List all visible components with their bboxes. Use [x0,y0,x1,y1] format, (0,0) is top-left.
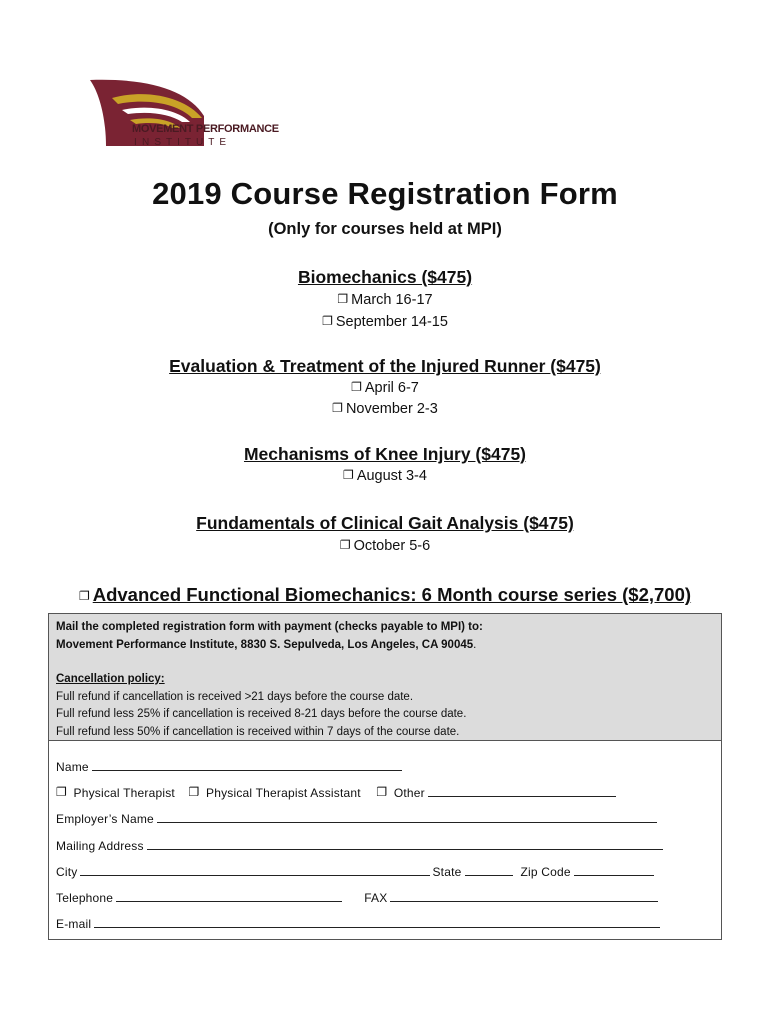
telephone-field[interactable] [116,890,342,902]
checkbox-icon[interactable]: ❐ [376,785,388,799]
course-title-injured-runner: Evaluation & Treatment of the Injured Runner ($475) [169,356,601,376]
mail-address: Movement Performance Institute, 8830 S. Sepulveda, Los Angeles, CA 90045. [56,638,477,651]
date-option[interactable]: ❐ November 2-3 [332,401,438,417]
mpi-logo [88,76,288,150]
cancellation-line: Full refund if cancellation is received >21 days before the course date. [56,690,414,703]
logo-name-text: MOVEMENT PERFORMANCE [132,123,279,135]
phone-row [56,890,658,905]
checkbox-icon[interactable]: ❐ [339,538,351,552]
profession-row [56,785,616,800]
checkbox-icon[interactable]: ❐ [78,589,90,603]
telephone-label: Telephone [56,891,114,905]
zip-label: Zip Code [520,865,571,879]
name-field[interactable] [92,759,402,771]
employer-label: Employer’s Name [56,812,154,826]
email-row [56,916,660,931]
cancellation-line: Full refund less 50% if cancellation is received within 7 days of the course date. [56,725,460,738]
page-subtitle: (Only for courses held at MPI) [268,220,502,238]
city-row [56,864,654,879]
zip-field[interactable] [574,864,654,876]
name-row [56,759,402,774]
page-title: 2019 Course Registration Form [152,176,618,211]
state-label: State [432,865,462,879]
other-field[interactable] [428,785,616,797]
address-label: Mailing Address [56,839,144,853]
date-option[interactable]: ❐ August 3-4 [343,468,427,484]
checkbox-icon[interactable]: ❐ [332,401,343,415]
date-option[interactable]: ❐ March 16-17 [337,292,433,308]
checkbox-icon[interactable]: ❐ [56,785,67,799]
checkbox-icon[interactable]: ❐ [322,314,333,328]
pta-label: Physical Therapist Assistant [206,786,361,800]
date-option[interactable]: ❐ April 6-7 [351,380,419,396]
other-label: Other [393,786,425,800]
course-title-gait-analysis: Fundamentals of Clinical Gait Analysis ($475) [196,513,574,533]
fax-field[interactable] [390,890,658,902]
advanced-course-option[interactable]: ❐ Advanced Functional Biomechanics: 6 Month course series ($2,700) [78,584,692,605]
email-field[interactable] [94,916,660,928]
checkbox-icon[interactable]: ❐ [337,292,349,306]
physical-therapist-label: Physical Therapist [73,786,175,800]
employer-field[interactable] [157,811,657,823]
address-field[interactable] [147,838,663,850]
mail-instructions: Mail the completed registration form with payment (checks payable to MPI) to: [56,621,483,633]
date-option[interactable]: ❐ October 5-6 [339,538,431,554]
checkbox-icon[interactable]: ❐ [343,468,354,482]
logo-institute-text: I N S T I T U T E [134,137,228,148]
address-row [56,838,663,853]
employer-row [56,811,657,826]
cancellation-heading: Cancellation policy: [56,673,165,685]
course-title-biomechanics: Biomechanics ($475) [297,267,473,287]
registration-panel [48,613,722,940]
cancellation-line: Full refund less 25% if cancellation is received 8-21 days before the course date. [56,708,467,720]
email-label: E-mail [56,917,92,931]
mail-info-box [49,614,721,741]
checkbox-icon[interactable]: ❐ [188,785,200,799]
city-field[interactable] [80,864,430,876]
name-label: Name [56,760,89,774]
checkbox-icon[interactable]: ❐ [351,380,362,394]
course-title-knee-injury: Mechanisms of Knee Injury ($475) [243,444,527,464]
state-field[interactable] [465,864,513,876]
date-option[interactable]: ❐ September 14-15 [322,314,448,330]
city-label: City [56,865,78,879]
fax-label: FAX [364,891,388,905]
